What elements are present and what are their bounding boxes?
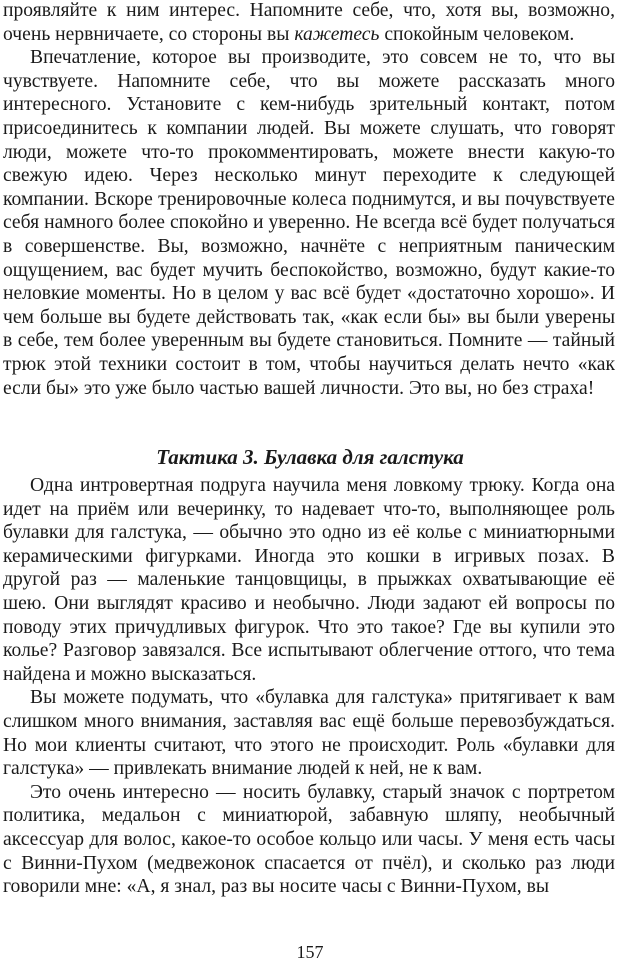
paragraph	[3, 474, 615, 686]
text-block-bottom	[3, 474, 615, 899]
paragraph-text: проявляйте к ним интерес. Напомните себе, что, хотя вы, возможно, очень нервничаете, со стороны вы	[3, 0, 615, 45]
paragraph	[3, 46, 615, 400]
paragraph-text: Одна интровертная подруга научила меня ловкому трюку. Когда она идет на приём или вечеринку, то надевает что-то, выполняющее роль булавки для галстука, — обычно это одно из её колье с миниатюрными керамическими фигурками. Иногда это кошки в игривых позах. В другой раз — маленькие танцовщицы, в прыжках охватывающие её шею. Они выглядят красиво и необычно. Люди задают ей вопросы по поводу этих причудливых фигурок. Что это такое? Где вы купили это колье? Разговор завязался. Все испытывают облегчение оттого, что тема найдена и можно высказаться.	[3, 475, 615, 685]
paragraph	[3, 781, 615, 899]
paragraph-text: Впечатление, которое вы производите, это совсем не то, что вы чувствуете. Напомните себе, что вы можете рассказать много интересного. Установите с кем-нибудь зрительный контакт, потом присоединитесь к компании людей. Вы можете слушать, что говорят люди, можете что-то прокомментировать, можете внести какую-то свежую идею. Через несколько минут переходите к следующей компании. Вскоре тренировочные колеса поднимутся, и вы почувствуете себя намного более спокойно и уверенно. Не всегда всё будет получаться в совершенстве. Вы, возможно, начнёте с неприятным паническим ощущением, вас будет мучить беспокойство, возможно, будут какие-то неловкие моменты. Но в целом у вас всё будет «достаточно хорошо». И чем больше вы будете действовать так, «как если бы» вы были уверены в себе, тем более уверенным вы будете становиться. Помните — тайный трюк этой техники состоит в том, чтобы научиться делать нечто «как если бы» это уже было частью вашей личности. Это вы, но без страха!	[3, 47, 615, 399]
text-block-top	[3, 0, 615, 400]
paragraph	[3, 0, 615, 46]
page-number: 157	[296, 942, 324, 962]
section-heading: Тактика 3. Булавка для галстука	[156, 445, 464, 469]
paragraph-text: спокойным человеком.	[379, 23, 575, 45]
paragraph	[3, 686, 615, 780]
italic-text: кажетесь	[294, 23, 380, 45]
paragraph-text: Это очень интересно — носить булавку, старый значок с портретом политика, медальон с миниатюрой, забавную шляпу, необычный аксессуар для волос, какое-то особое кольцо или часы. У меня есть часы с Винни-Пухом (медвежонок спасается от пчёл), и сколько раз люди говорили мне: «А, я знал, раз вы носите часы с Винни-Пухом, вы	[3, 781, 615, 898]
paragraph-text: Вы можете подумать, что «булавка для галстука» притягивает к вам слишком много внимания, заставляя вас ещё больше перевозбуждаться. Но мои клиенты считают, что этого не происходит. Роль «булавки для галстука» — привлекать внимание людей к ней, не к вам.	[3, 687, 615, 780]
